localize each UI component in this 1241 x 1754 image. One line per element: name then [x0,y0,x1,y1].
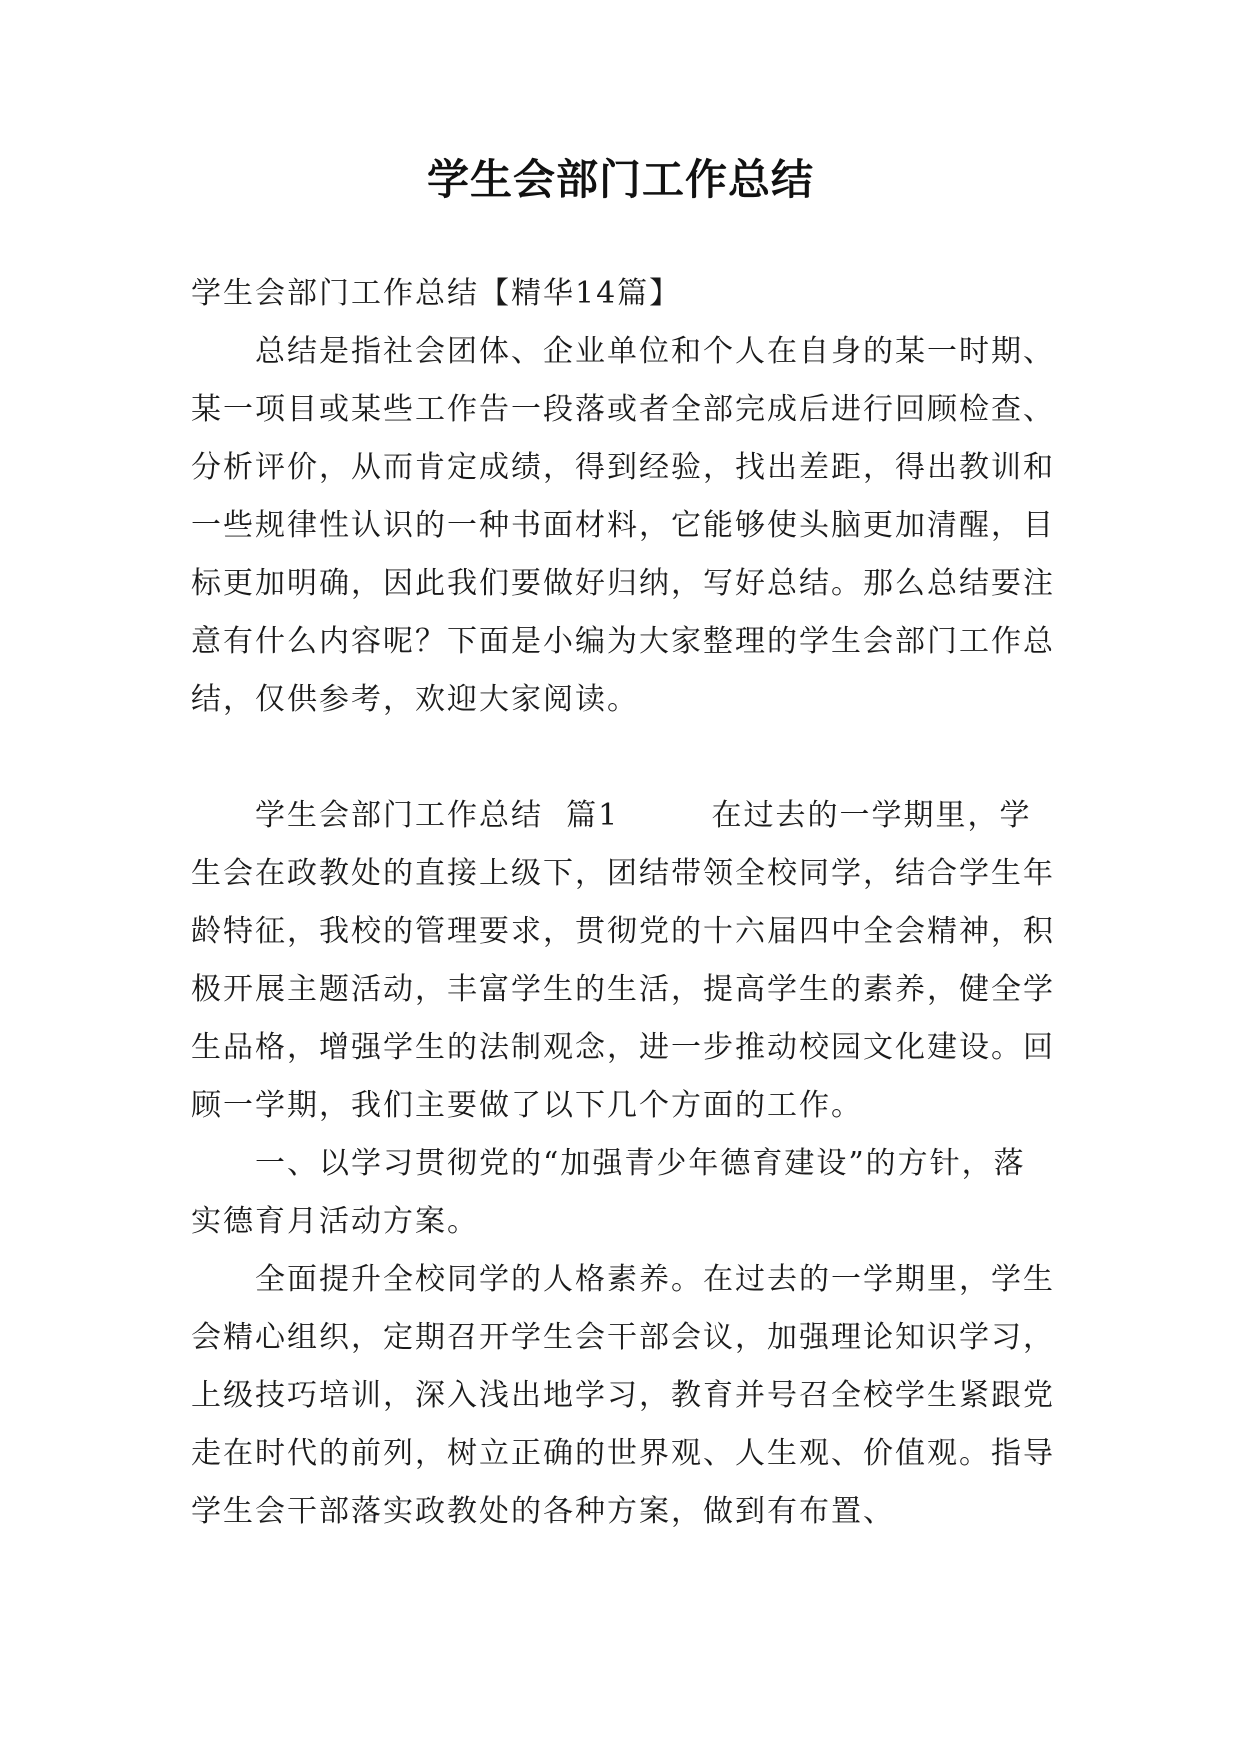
document-subtitle: 学生会部门工作总结【精华14篇】 [191,276,682,311]
intro-paragraph: 总结是指社会团体、企业单位和个人在自身的某一时期、某一项目或某些工作告一段落或者全部完成后进行回顾检查、分析评价，从而肯定成绩，得到经验，找出差距，得出教训和一些规律性认识的一种书面材料，它能够使头脑更加清醒，目标更加明确，因此我们要做好归纳，写好总结。那么总结要注意有什么内容呢？下面是小编为大家整理的学生会部门工作总结，仅供参考，欢迎大家阅读。 [191,334,1055,717]
paragraph-spacer [191,729,1056,787]
document-body [191,265,1056,1541]
document-title: 学生会部门工作总结 [426,155,814,204]
point-1-paragraph: 全面提升全校同学的人格素养。在过去的一学期里，学生会精心组织，定期召开学生会干部会议，加强理论知识学习，上级技巧培训，深入浅出地学习，教育并号召全校学生紧跟党走在时代的前列，树立正确的世界观、人生观、价值观。指导学生会干部落实政教处的各种方案，做到有布置、 [191,1262,1055,1529]
point-1-heading: 一、以学习贯彻党的“加强青少年德育建设”的方针，落实德育月活动方案。 [191,1146,1026,1239]
section-1-paragraph: 学生会部门工作总结 篇1 在过去的一学期里，学生会在政教处的直接上级下，团结带领全校同学，结合学生年龄特征，我校的管理要求，贯彻党的十六届四中全会精神，积极开展主题活动，丰富学生的生活，提高学生的素养，健全学生品格，增强学生的法制观念，进一步推动校园文化建设。回顾一学期，我们主要做了以下几个方面的工作。 [191,798,1055,1123]
